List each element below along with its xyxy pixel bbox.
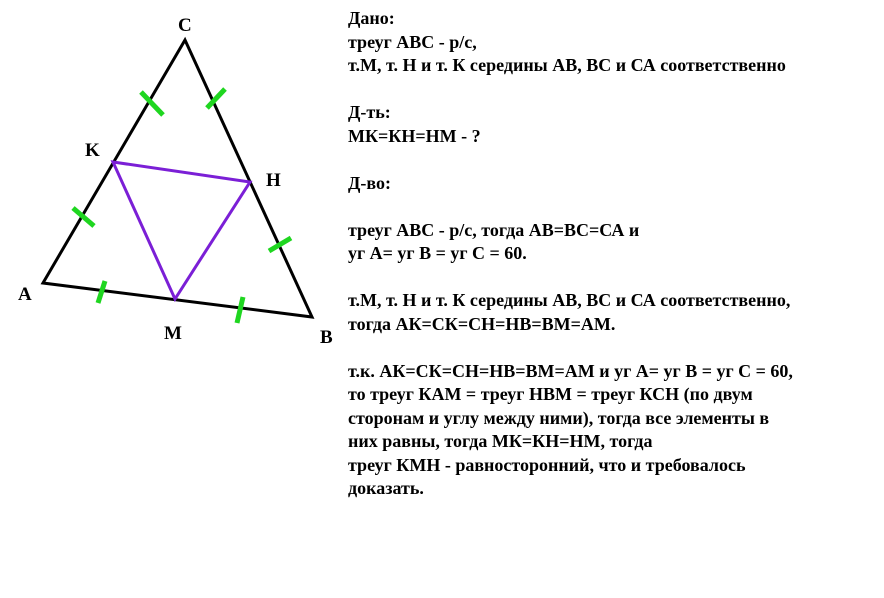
blank-line	[348, 148, 878, 172]
proof-line: то треуг КАМ = треуг НВМ = треуг КСН (по двум	[348, 384, 753, 404]
given-heading: Дано:	[348, 8, 395, 28]
label-h: H	[266, 170, 281, 191]
label-a: A	[18, 284, 32, 305]
blank-line	[348, 195, 878, 219]
proof-line: сторонам и углу между ними), тогда все элементы в	[348, 407, 770, 428]
blank-line	[348, 78, 878, 102]
proof-heading: Д-во:	[348, 172, 391, 193]
prove-line: МК=КН=НМ - ?	[348, 125, 481, 146]
proof-line: треуг КМН - равносторонний, что и требовалось	[348, 454, 746, 475]
proof-line: треуг АВС - р/с, тогда АВ=ВС=СА и	[348, 219, 640, 240]
label-c: C	[178, 15, 192, 36]
triangle-diagram	[0, 0, 340, 360]
proof-line: т.к. АК=СК=СН=НВ=ВМ=АМ и уг А= уг В = уг С = 60,	[348, 360, 793, 381]
given-line: треуг АВС - р/с,	[348, 31, 477, 52]
proof-line: т.М, т. Н и т. К середины АВ, ВС и СА соответственно,	[348, 290, 791, 310]
prove-heading: Д-ть:	[348, 102, 391, 122]
tick-am	[98, 281, 105, 303]
blank-line	[348, 336, 878, 360]
given-line: т.М, т. Н и т. К середины АВ, ВС и СА соответственно	[348, 55, 786, 75]
label-b: B	[320, 327, 333, 348]
blank-line	[348, 266, 878, 290]
tick-mb	[237, 297, 243, 323]
proof-line: уг А= уг В = уг С = 60.	[348, 243, 527, 263]
proof-text	[348, 7, 878, 501]
label-k: K	[85, 140, 100, 161]
label-m: M	[164, 323, 182, 344]
proof-line: доказать.	[348, 478, 424, 498]
proof-line: тогда АК=СК=СН=НВ=ВМ=АМ.	[348, 313, 616, 334]
proof-line: них равны, тогда МК=КН=НМ, тогда	[348, 431, 653, 451]
triangle-kmh	[113, 162, 250, 299]
